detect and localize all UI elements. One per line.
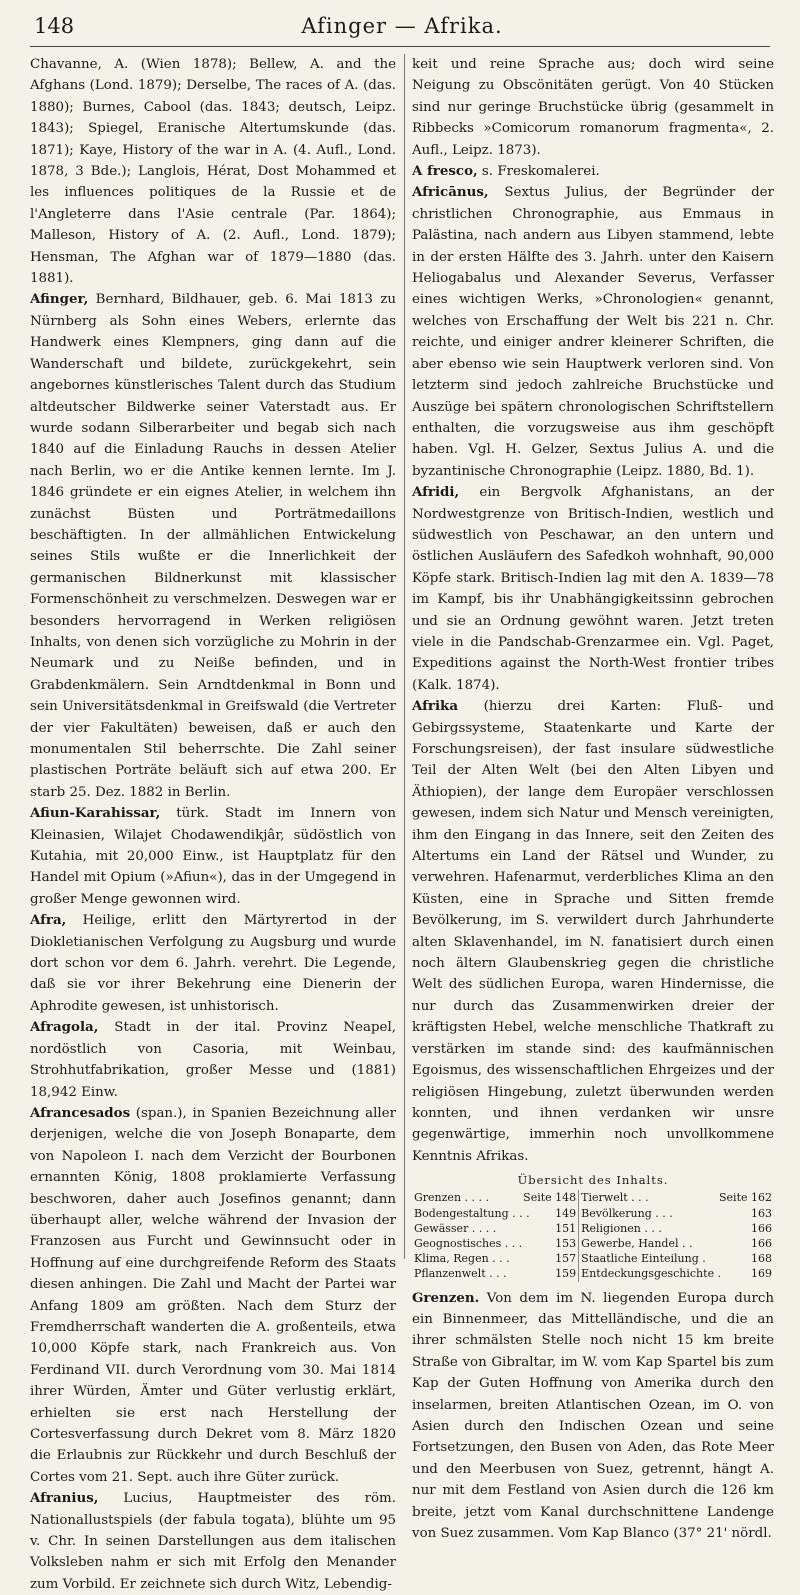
entry-text: Von dem im N. liegenden Europa durch ein Binnenmeer, das Mittelländische, und die an ihrer schmälsten Stelle noch nicht 15 km breite Straße von Gibraltar, im W. vom Kap Spartel bis zum Kap der Guten Hoffnung von Amerika durch den inselarmen, breiten Atlantischen Ozean, im O. von Asien durch den Indischen Ozean und seine Fortsetzungen, den Busen von Aden, das Rote Meer und den Meerbusen von Suez, getrennt, hängt A. nur mit dem Festland von Asien durch die 126 km breite, jetzt vom Kanal durchschnittene Landenge von Suez zusammen. Vom Kap Blanco (37° 21' nördl. — [412, 1290, 774, 1542]
toc-page: 157 — [555, 1252, 577, 1266]
entry-text: ein Bergvolk Afghanistans, an der Nordwestgrenze von Britisch-Indien, westlich und südwestlich von Peschawar, an den untern und östlichen Ausläufern des Safedkoh wohnhaft, 90,000 Köpfe stark. Britisch-Indien lag mit den A. 1839—78 im Kampf, bis ihr Unabhängigkeitssinn gebrochen und sie an Ordnung gewöhnt waren. Jetzt treten viele in die Pandschab-Grenzarmee ein. Vgl. Paget, Expeditions against the North-West frontier tribes (Kalk. 1874). — [412, 485, 774, 693]
running-head: Afinger — Afrika. — [301, 14, 503, 38]
entry-lemma: Afra, — [30, 912, 67, 929]
toc-row — [414, 1190, 576, 1205]
entry — [412, 54, 774, 161]
entry-lemma: Afinger, — [30, 291, 89, 308]
entry-text: Heilige, erlitt den Märtyrertod in der Diokletianischen Verfolgung zu Augsburg und wurde dort schon vor dem 6. Jahrh. verehrt. Die Legende, daß sie vor ihrer Bekehrung eine Dienerin der Aphrodite gewesen, ist unhistorisch. — [30, 913, 396, 1014]
toc-label: Gewässer . . . . — [414, 1221, 497, 1235]
toc-row — [581, 1190, 772, 1205]
entry-text: Lucius, Hauptmeister des röm. Nationallustspiels (der fabula togata), blühte um 95 v. Chr. In seinen Darstellungen aus dem italischen Volksleben nahm er sich mit Erfolg den Menander zum Vorbild. Er zeichnete sich durch Witz, Lebendig- — [30, 1491, 396, 1592]
entry-lemma: Afiun-Karahissar, — [30, 805, 161, 822]
toc-row — [414, 1206, 576, 1221]
toc-label: Bevölkerung . . . — [581, 1206, 673, 1220]
toc-row — [581, 1266, 772, 1281]
entry — [30, 289, 396, 803]
entry-lemma: A fresco, — [412, 163, 478, 180]
toc-page: 169 — [751, 1267, 772, 1281]
entry — [30, 910, 396, 1017]
toc-page: 166 — [751, 1221, 772, 1235]
entry — [30, 54, 396, 289]
entry-text: Stadt in der ital. Provinz Neapel, nordöstlich von Casoria, mit Weinbau, Strohhutfabrikation, großer Messe und (1881) 18,942 Einw. — [30, 1020, 396, 1100]
toc-left-column — [412, 1190, 579, 1281]
toc-right-column — [579, 1190, 774, 1281]
toc-title: Übersicht des Inhalts. — [517, 1173, 669, 1188]
entry-text: (span.), in Spanien Bezeichnung aller derjenigen, welche die von Joseph Bonaparte, dem von Napoleon I. nach dem Verzicht der Bourbonen ernannten König, 1808 proklamierte Verfassung beschworen, daher auch Josefinos genannt; dann überhaupt aller, welche während der Invasion der Franzosen aus Furcht und Gewinnsucht oder in Hoffnung auf eine durchgreifende Reform des Staats diesen anhingen. Die Zahl und Macht der Partei war Anfang 1809 am größten. Nach dem Sturz der Fremdherrschaft wanderten die A. großenteils, etwa 10,000 Köpfe stark, nach Frankreich aus. Von Ferdinand VII. durch Verordnung vom 30. Mai 1814 ihrer Würden, Ämter und Güter verlustig erklärt, erhielten sie erst nach Herstellung der Cortesverfassung durch Dekret vom 8. März 1820 die Erlaubnis zur Rückkehr und durch Beschluß der Cortes vom 21. Sept. auch ihre Güter zurück. — [30, 1105, 396, 1485]
page-number: 148 — [34, 14, 75, 38]
entry-lemma: Africānus, — [412, 184, 489, 201]
toc-label: Bodengestaltung . . . — [414, 1206, 530, 1220]
toc-page: 168 — [751, 1252, 772, 1266]
toc-label: Pflanzenwelt . . . — [414, 1267, 507, 1281]
entry — [412, 182, 774, 482]
toc-row — [581, 1221, 772, 1236]
toc-table — [412, 1190, 774, 1281]
right-column — [412, 54, 774, 1542]
entry — [30, 1488, 396, 1595]
toc-label: Tierwelt . . . — [581, 1191, 649, 1205]
entry-lemma: Afridi, — [412, 484, 460, 501]
entry — [30, 1103, 396, 1488]
table-of-contents — [412, 1173, 774, 1281]
toc-row — [414, 1251, 576, 1266]
entry-text: keit und reine Sprache aus; doch wird seine Neigung zu Obscönitäten gerügt. Von 40 Stücken sind nur geringe Bruchstücke übrig (gesammelt in Ribbecks »Comicorum romanorum fragmenta«, 2. Aufl., Leipz. 1873). — [412, 57, 774, 158]
entry-lemma: Afrika — [412, 698, 459, 715]
entry-text: Bernhard, Bildhauer, geb. 6. Mai 1813 zu Nürnberg als Sohn eines Webers, erlernte das Handwerk eines Klempners, ging dann auf die Wanderschaft und bildete, zurückgekehrt, sein angebornes künstlerisches Talent durch das Studium altdeutscher Bildwerke seiner Vaterstadt aus. Er wurde sodann Silberarbeiter und begab sich nach 1840 auf die Einladung Rauchs in dessen Atelier nach Berlin, wo er die Antike kennen lernte. Im J. 1846 gründete er ein eignes Atelier, in welchem ihn zunächst Büsten und Porträtmedaillons beschäftigten. In der allmählichen Entwickelung seines Stils wußte er die Innerlichkeit der germanischen Bildnerkunst mit klassischer Formenschönheit zu verschmelzen. Deswegen war er besonders hervorragend in Werken religiösen Inhalts, von denen sich vorzügliche zu Mohrin in der Neumark und zu Neiße befinden, und in Grabdenkmälern. Sein Arndtdenkmal in Bonn und sein Universitätsdenkmal in Greifswald (die Vertreter der vier Fakultäten) beweisen, daß er auch den monumentalen Stil beherrschte. Die Zahl seiner plastischen Porträte beläuft sich auf etwa 200. Er starb 25. Dez. 1882 in Berlin. — [30, 292, 396, 800]
toc-row — [414, 1266, 576, 1281]
left-column — [30, 54, 396, 1592]
entry-lemma: Grenzen. — [412, 1289, 480, 1306]
toc-row — [581, 1251, 772, 1266]
toc-page: 166 — [751, 1236, 772, 1250]
toc-label: Religionen . . . — [581, 1221, 662, 1235]
page-header — [34, 10, 770, 42]
entry — [30, 803, 396, 910]
toc-label: Staatliche Einteilung . — [581, 1252, 706, 1266]
toc-page: 163 — [751, 1206, 772, 1220]
toc-row — [581, 1206, 772, 1221]
entry-text: (hierzu drei Karten: Fluß- und Gebirgssysteme, Staatenkarte und Karte der Forschungsreisen), der fast insulare südwestliche Teil der Alten Welt (bei den Alten Libyen und Äthiopien), der lange dem Europäer verschlossen gewesen, indem sich Natur und Mensch vereinigten, ihm den Eingang in das Innere, seit den Zeiten des Altertums ein Land der Rätsel und Wunder, zu verwehren. Hafenarmut, verderbliches Klima an den Küsten, eine in Sprache und Sitten fremde Bevölkerung, im S. verwildert durch Jahrhunderte alten Sklavenhandel, im N. fanatisiert durch einen noch ältern Glaubenskrieg gegen die christliche Welt des südlichen Europa, waren Hindernisse, die nur durch das Zusammenwirken dreier der kräftigsten Hebel, welche menschliche Thatkraft zu verstärken im stande sind: des kaufmännischen Egoismus, des wissenschaftlichen Ehrgeizes und der religiösen Hingebung, zuletzt überwunden werden konnten, und ihnen verdanken wir unsre gegenwärtige, immerhin noch unvollkommene Kenntnis Afrikas. — [412, 699, 774, 1164]
header-rule — [30, 46, 770, 47]
entry — [412, 161, 774, 182]
column-divider — [404, 54, 405, 1259]
entry-text: Sextus Julius, der Begründer der christlichen Chronographie, aus Emmaus in Palästina, nach andern aus Libyen stammend, lebte in der ersten Hälfte des 3. Jahrh. unter den Kaisern Heliogabalus und Alexander Severus, Verfasser eines wichtigen Werks, »Chronologien« genannt, welches von Erschaffung der Welt bis 221 n. Chr. reichte, und einiger andrer kleinerer Schriften, die aber ebenso wie sein Hauptwerk verloren sind. Von letzterm sind jedoch zahlreiche Bruchstücke und Auszüge bei spätern chronologischen Schriftstellern enthalten, die vorzugsweise aus ihm geschöpft haben. Vgl. H. Gelzer, Sextus Julius A. und die byzantinische Chronographie (Leipz. 1880, Bd. 1). — [412, 185, 774, 479]
toc-label: Grenzen . . . . — [414, 1191, 490, 1205]
entry — [412, 482, 774, 696]
toc-label: Entdeckungsgeschichte . — [581, 1267, 722, 1281]
toc-row — [414, 1236, 576, 1251]
entry-text: türk. Stadt im Innern von Kleinasien, Wilajet Chodawendikjâr, südöstlich von Kutahia, mit 20,000 Einw., ist Hauptplatz für den Handel mit Opium (»Afiun«), das in der Umgegend in großer Menge gewonnen wird. — [30, 806, 396, 907]
toc-page: 159 — [555, 1267, 577, 1281]
toc-page: 151 — [555, 1221, 577, 1235]
entry-lemma: Afragola, — [30, 1019, 99, 1036]
toc-row — [581, 1236, 772, 1251]
entry-lemma: Afranius, — [30, 1490, 99, 1507]
entry-lemma: Afrancesados — [30, 1104, 131, 1121]
entry — [412, 1288, 774, 1545]
toc-label: Gewerbe, Handel . . — [581, 1236, 693, 1250]
toc-page: Seite 148 — [523, 1191, 577, 1205]
entry-text: Chavanne, A. (Wien 1878); Bellew, A. and the Afghans (Lond. 1879); Derselbe, The races of A. (das. 1880); Burnes, Cabool (das. 1843; deutsch, Leipz. 1843); Spiegel, Eranische Altertumskunde (das. 1871); Kaye, History of the war in A. (4. Aufl., Lond. 1878, 3 Bde.); Langlois, Hérat, Dost Mohammed et les influences politiques de la Russie et de l'Angleterre dans l'Asie centrale (Par. 1864); Malleson, History of A. (2. Aufl., Lond. 1879); Hensman, The Afghan war of 1879—1880 (das. 1881). — [30, 57, 396, 287]
entry — [412, 696, 774, 1167]
toc-row — [414, 1221, 576, 1236]
toc-page: Seite 162 — [719, 1191, 772, 1205]
toc-label: Geognostisches . . . — [414, 1236, 523, 1250]
entry-text: s. Freskomalerei. — [477, 164, 600, 180]
toc-page: 153 — [555, 1236, 577, 1250]
toc-label: Klima, Regen . . . — [414, 1252, 510, 1266]
entry — [30, 1017, 396, 1103]
toc-page: 149 — [555, 1206, 577, 1220]
